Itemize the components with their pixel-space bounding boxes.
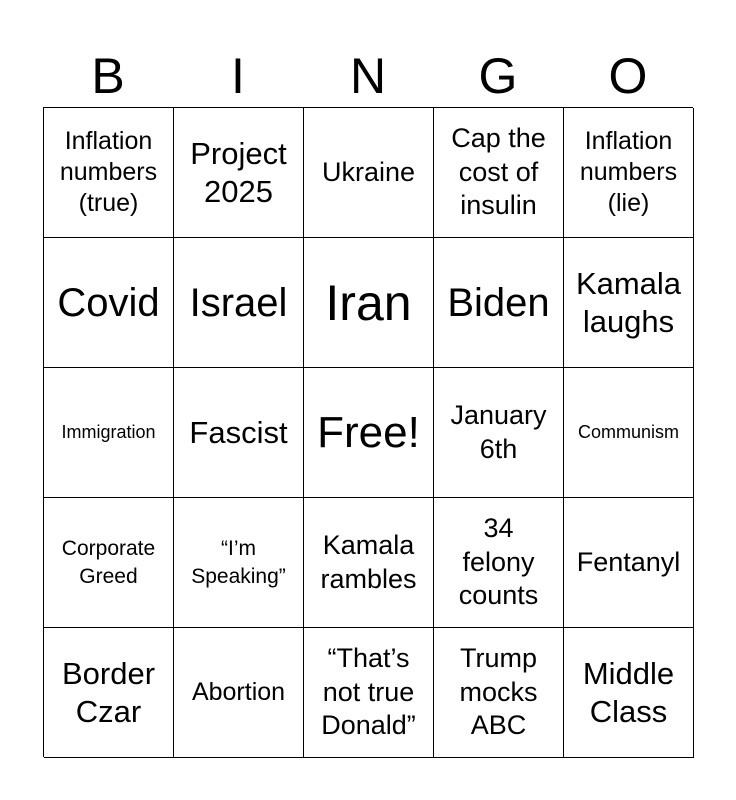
- bingo-cell[interactable]: [564, 498, 694, 628]
- bingo-cell[interactable]: [44, 498, 174, 628]
- bingo-cell-text: 34 felony counts: [458, 512, 539, 611]
- bingo-cell[interactable]: [174, 628, 304, 758]
- bingo-cell-text: Immigration: [61, 422, 156, 443]
- bingo-cell[interactable]: [434, 368, 564, 498]
- bingo-cell-text: Cap the cost of insulin: [451, 122, 546, 221]
- bingo-cell[interactable]: [304, 238, 434, 368]
- bingo-cell-text: Trump mocks ABC: [459, 642, 538, 741]
- bingo-cell-text: Iran: [325, 274, 412, 331]
- bingo-cell-text: Israel: [189, 280, 288, 325]
- bingo-cell-text: Kamala rambles: [320, 529, 417, 594]
- bingo-cell[interactable]: [564, 108, 694, 238]
- bingo-cell[interactable]: [434, 108, 564, 238]
- bingo-cell[interactable]: [44, 238, 174, 368]
- bingo-cell[interactable]: [174, 498, 304, 628]
- bingo-cell[interactable]: [44, 108, 174, 238]
- bingo-cell[interactable]: [304, 498, 434, 628]
- bingo-cell-text: Fentanyl: [576, 546, 681, 577]
- header-letter-o: O: [608, 48, 648, 104]
- bingo-cell[interactable]: [174, 238, 304, 368]
- bingo-cell[interactable]: [304, 108, 434, 238]
- bingo-cell[interactable]: [564, 238, 694, 368]
- bingo-cell[interactable]: [564, 368, 694, 498]
- header-letter-g: G: [478, 48, 518, 104]
- bingo-cell[interactable]: [304, 628, 434, 758]
- bingo-cell-text: Biden: [447, 280, 550, 325]
- bingo-cell[interactable]: [174, 368, 304, 498]
- bingo-cell-text: “I’m Speaking”: [191, 537, 286, 588]
- bingo-cell-text: Kamala laughs: [575, 266, 682, 339]
- bingo-header: [43, 46, 693, 106]
- bingo-cell-text: Fascist: [189, 414, 288, 450]
- header-letter-n: N: [349, 48, 387, 104]
- bingo-cell-text: Corporate Greed: [61, 537, 156, 588]
- bingo-cell-text: January 6th: [450, 399, 547, 464]
- bingo-cell[interactable]: [564, 628, 694, 758]
- header-letter-i: I: [231, 48, 245, 104]
- bingo-card-grid: [43, 107, 693, 757]
- bingo-cell[interactable]: [44, 368, 174, 498]
- header-letter-b: B: [91, 48, 125, 104]
- bingo-cell[interactable]: [434, 628, 564, 758]
- bingo-cell-text: Communism: [577, 422, 679, 443]
- bingo-cell[interactable]: [174, 108, 304, 238]
- bingo-cell-text: Border Czar: [61, 656, 156, 729]
- free-space-cell[interactable]: [304, 368, 434, 498]
- bingo-cell[interactable]: [434, 238, 564, 368]
- bingo-cell-text: “That’s not true Donald”: [321, 642, 416, 741]
- bingo-cell-text: Inflation numbers (true): [59, 126, 158, 218]
- bingo-cell-text: Ukraine: [321, 156, 416, 187]
- bingo-cell[interactable]: [434, 498, 564, 628]
- bingo-cell[interactable]: [44, 628, 174, 758]
- bingo-cell-text: Project 2025: [190, 136, 287, 209]
- free-space-text: Free!: [317, 407, 420, 457]
- bingo-cell-text: Covid: [57, 280, 160, 325]
- bingo-cell-text: Middle Class: [582, 656, 675, 729]
- bingo-cell-text: Abortion: [191, 677, 286, 706]
- bingo-cell-text: Inflation numbers (lie): [579, 126, 678, 218]
